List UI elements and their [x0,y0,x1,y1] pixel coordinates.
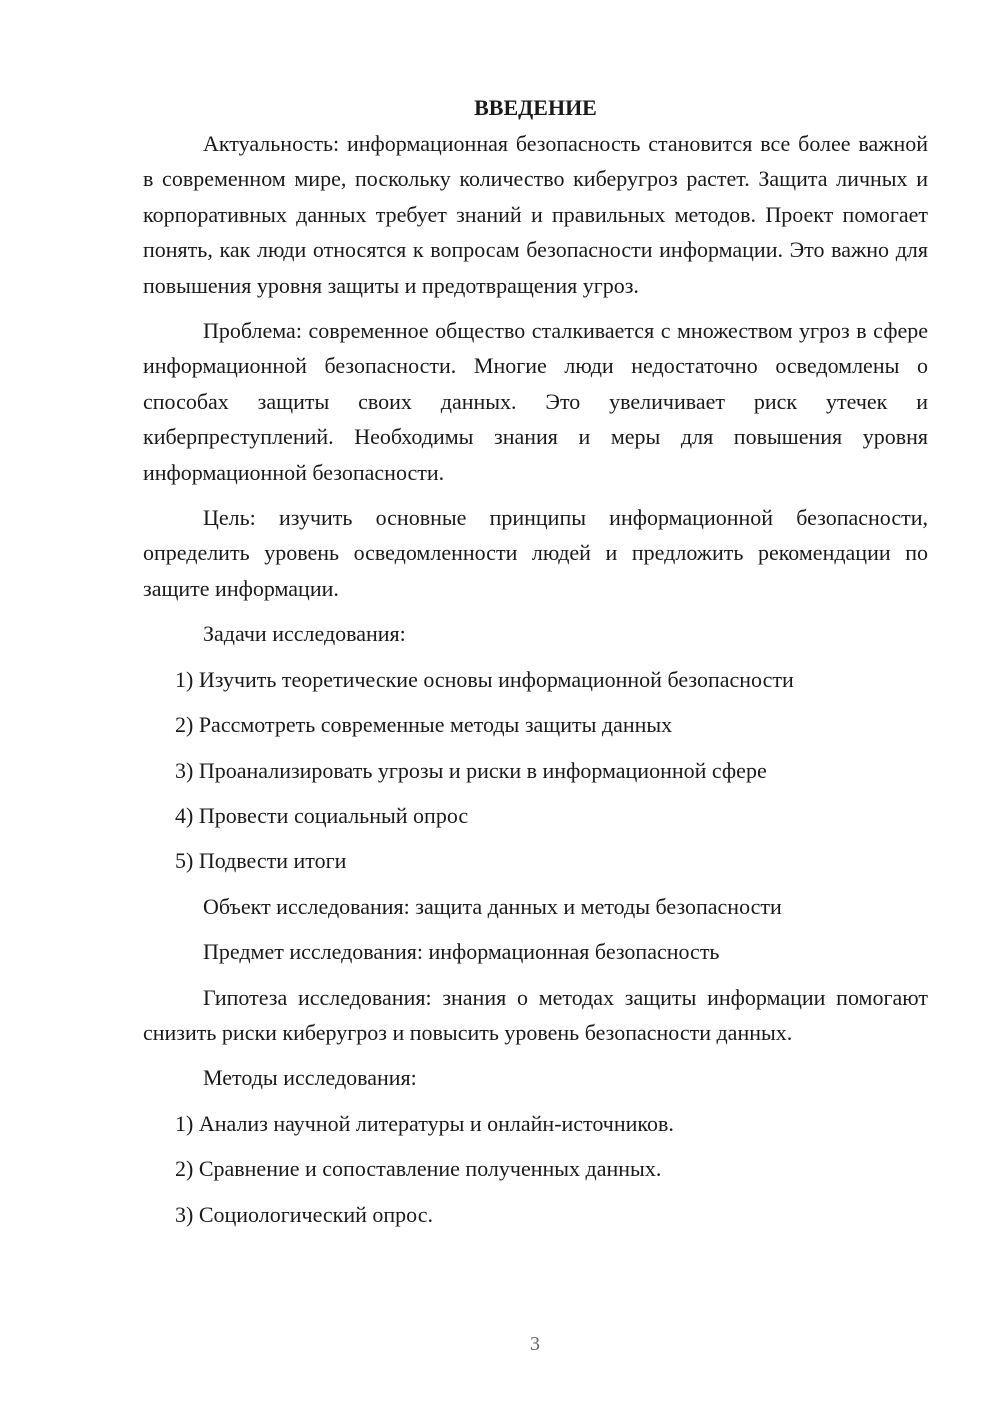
methods-title: Методы исследования: [203,1065,417,1091]
tasks-title: Задачи исследования: [203,621,406,647]
page-number: 3 [530,1333,540,1355]
section-heading: ВВЕДЕНИЕ [474,95,597,120]
document-page [143,92,928,1242]
problem-paragraph: Проблема: современное общество сталкивается с множеством угроз в сфере информационной безопасности. Многие люди недостаточно осведомлены о способах защиты своих данных. Это увеличивает риск утечек и киберпреступлений. Необходимы знания и меры для повышения уровня информационной безопасности. [143,318,928,485]
task-item: 2) Рассмотреть современные методы защиты данных [175,712,673,738]
task-item: 3) Проанализировать угрозы и риски в информационной сфере [175,757,767,783]
method-item: 3) Социологический опрос. [175,1201,433,1227]
task-item: 4) Провести социальный опрос [175,802,469,828]
relevance-paragraph: Актуальность: информационная безопасность становится все более важной в современном мире, поскольку количество киберугроз растет. Защита личных и корпоративных данных требует знаний и правильных методов. Проект помогает понять, как люди относятся к вопросам безопасности информации. Это важно для повышения уровня защиты и предотвращения угроз. [143,131,928,298]
subject-line: Предмет исследования: информационная безопасность [203,939,720,965]
hypothesis-paragraph: Гипотеза исследования: знания о методах защиты информации помогают снизить риски киберугроз и повысить уровень безопасности данных. [143,984,928,1045]
method-item: 2) Сравнение и сопоставление полученных данных. [175,1156,662,1182]
task-item: 1) Изучить теоретические основы информационной безопасности [175,666,794,692]
task-item: 5) Подвести итоги [175,848,347,874]
method-item: 1) Анализ научной литературы и онлайн-источников. [175,1110,674,1136]
goal-paragraph: Цель: изучить основные принципы информационной безопасности, определить уровень осведомленности людей и предложить рекомендации по защите информации. [143,505,928,601]
object-line: Объект исследования: защита данных и методы безопасности [203,893,782,919]
